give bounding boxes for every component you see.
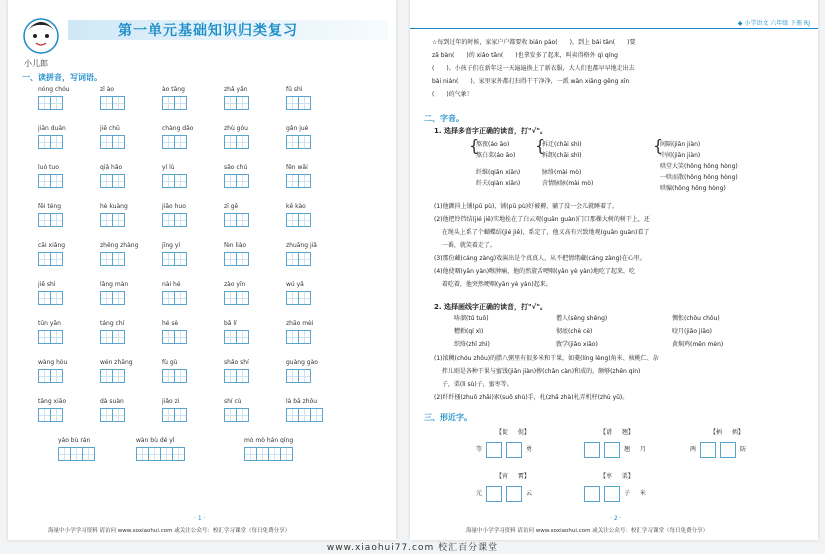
underline-option: 黄焖鸡(mēn mèn) (672, 341, 724, 348)
brace-icon: { (469, 136, 480, 155)
polyphone-option: 拆迁(chāi shì) (542, 141, 582, 148)
answer-boxes (162, 135, 187, 149)
page-number: · 2 · (610, 515, 622, 522)
pinyin-label: sǎo chú (224, 164, 248, 171)
answer-boxes (100, 369, 125, 383)
answer-boxes (100, 291, 125, 305)
footer: 海量中小学学习资料 请访问 www.xoxiaohui.com 或关注公众号：校汇学习课堂（每日免费分享） (48, 527, 291, 534)
answer-boxes (286, 213, 311, 227)
intro-line: zǎ bàn( )的 xiǎo tān( )也拿发多了起来，叫卖得格外 qì qíng (432, 52, 618, 59)
answer-boxes (286, 291, 311, 305)
pinyin-label: zī ào (100, 86, 115, 93)
polyphone-option: 熬白菜(áo āo) (476, 152, 516, 159)
polyphone-option: 熬夜(áo āo) (476, 141, 510, 148)
pinyin-label: luó tuo (38, 164, 59, 171)
pinyin-label: yí lù (162, 164, 175, 171)
answer-boxes (286, 174, 311, 188)
subsection-2: 2. 选择画线字正确的读音，打"√"。 (434, 303, 547, 311)
answer-boxes (162, 96, 187, 110)
answer-boxes (100, 135, 125, 149)
intro-line: ( )的气象！ (432, 91, 473, 98)
pinyin-label: zào yīn (224, 281, 246, 288)
pinyin-label: nài hé (162, 281, 181, 288)
pinyin-label: cāi xiǎng (38, 242, 66, 249)
answer-boxes (162, 174, 187, 188)
answer-boxes (38, 408, 63, 422)
pinyin-label: jiě chū (100, 125, 120, 132)
pinyin-label: fēn wǎi (286, 164, 308, 171)
pinyin-label: jiǎo huo (162, 203, 186, 210)
group-row (476, 486, 532, 502)
brace-icon: { (653, 136, 664, 155)
group-row (690, 442, 746, 458)
answer-boxes (286, 369, 311, 383)
polyphone-option: 哄堂大笑(hōng hǒng hòng) (660, 163, 738, 170)
group-label: 【柄 炳】 (710, 429, 744, 436)
group-label: 【枣 栗】 (600, 473, 634, 480)
answer-boxes (38, 135, 63, 149)
subsection-1: 1. 选择多音字正确的读音，打"√"。 (434, 127, 547, 135)
page-title: 第一单元基础知识归类复习 (118, 23, 298, 39)
pinyin-label: chàng dǎo (162, 125, 194, 132)
pinyin-label: zī gě (224, 203, 239, 210)
answer-boxes (162, 252, 187, 266)
pinyin-label: hè kuàng (100, 203, 128, 210)
pinyin-label: wén zhāng (100, 359, 133, 366)
header-label: ◆ 小学语文 六年级 下册 RJ (737, 20, 810, 27)
footer: 海量中小学学习资料 请访问 www.xoxiaohui.com 或关注公众号：校汇学习课堂（每日免费分享） (466, 527, 709, 534)
answer-boxes (244, 447, 293, 461)
answer-boxes (224, 96, 249, 110)
pinyin-label: jīng yí (162, 242, 181, 249)
underline-option: 敦学(jiǎo xiāo) (556, 341, 598, 348)
pinyin-label: là bā zhōu (286, 398, 318, 405)
pinyin-label: fēi téng (38, 203, 62, 210)
pinyin-label: bǎ lí (224, 320, 237, 327)
answer-boxes (286, 330, 311, 344)
left-char: 元 (476, 490, 483, 497)
polyphone-option: 中间(jiān jiàn) (660, 152, 701, 159)
answer-boxes (38, 369, 63, 383)
polyphone-option: 拆卸(chāi shì) (542, 152, 582, 159)
sentence: (1)浓稠(chóu zhōu)的腊八粥里有很多米和干果，如菱(líng lèng)角米、核桃仁、杂 (434, 355, 659, 362)
answer-boxes (224, 369, 249, 383)
pinyin-label: jiān duān (38, 125, 66, 132)
answer-boxes (224, 408, 249, 422)
polyphone-option: 一哄而散(hōng hǒng hòng) (660, 174, 738, 181)
pinyin-label: qiǎ hǎo (100, 164, 123, 171)
pinyin-label: zhù gòu (224, 125, 248, 132)
answer-boxes (100, 330, 125, 344)
polyphone-option: 含情脉脉(mài mò) (542, 180, 594, 187)
answer-boxes (100, 252, 125, 266)
group-label: 【促 倪】 (496, 429, 530, 436)
answer-boxes (162, 369, 187, 383)
group-row (580, 486, 646, 502)
answer-boxes (100, 213, 125, 227)
answer-boxes (286, 96, 311, 110)
pinyin-label: zhǎ yǎn (224, 86, 248, 93)
sentence: (4)他使咽(yān yàn)喉肿痛，他的然旋舌哽咽(yān yè yàn)地吃了起来，吃 (434, 268, 635, 275)
pinyin-label: shí cù (224, 398, 242, 405)
pinyin-label: jiě shì (38, 281, 56, 288)
polyphone-option: 间隔(jiān jiàn) (660, 141, 701, 148)
answer-boxes (162, 213, 187, 227)
pinyin-label: zhāo mèi (286, 320, 314, 327)
answer-boxes (162, 330, 187, 344)
pinyin-label: dà suàn (100, 398, 124, 405)
answer-boxes (224, 252, 249, 266)
intro-line: ☆每到过年的时候，家家户户都要收 bián pào( )，到上 bái tān( )要 (432, 39, 636, 46)
pinyin-label: tāng xiāo (38, 398, 67, 405)
answer-boxes (100, 96, 125, 110)
polyphone-option: 纤夫(qiàn xiān) (476, 180, 521, 187)
sentence: (2)他把铃铛结(jié jiē)实地拴在了白云观(guān guàn)门口那棵大树的树干上，还 (434, 216, 650, 223)
answer-boxes (224, 330, 249, 344)
right-char: 勇 (526, 446, 533, 453)
sentence: (2)纤纤搔(zhuō zhāi)索(suǒ shù)手，札(zhā zhà)札弄机杼(zhù yǔ)。 (434, 394, 629, 401)
watermark: www.xiaohui77.com 校汇百分课堂 (326, 543, 499, 553)
page-number: · 1 · (194, 515, 206, 522)
pinyin-label: guàng gào (286, 359, 318, 366)
polyphone-option: 纤维(qiān xiān) (476, 169, 521, 176)
answer-boxes (286, 408, 323, 422)
title-banner (8, 8, 396, 68)
pinyin-label: tūn yān (38, 320, 61, 327)
answer-boxes (58, 447, 95, 461)
underline-option: 哧溜(tǔ tuō) (454, 315, 489, 322)
group-label: 【宵 霄】 (496, 473, 530, 480)
section-1-heading: 一、读拼音，写词语。 (22, 73, 102, 82)
answer-boxes (38, 330, 63, 344)
right-char: 云 (526, 490, 533, 497)
answer-boxes (38, 213, 63, 227)
left-char: 两 (690, 446, 697, 453)
underline-option: 咬月(jiǎo jiāo) (672, 328, 712, 335)
answer-boxes (162, 291, 187, 305)
mascot-icon (20, 12, 62, 56)
pinyin-label: kē kào (286, 203, 306, 210)
sentence: (3)那份藏(cáng zàng)戏演出是个真真人，从不把情绪藏(cáng zàng)在心里。 (434, 255, 646, 262)
answer-boxes (100, 408, 125, 422)
answer-boxes (136, 447, 185, 461)
sentence: 子，栗(lì sù)子，蜜枣等。 (434, 381, 513, 388)
brace-icon: { (535, 136, 546, 155)
pinyin-label: shǎo shí (224, 359, 249, 366)
pinyin-label: zhuāng jiǎ (286, 242, 317, 249)
pinyin-label: wú yǎ (286, 281, 304, 288)
group-row (476, 442, 532, 458)
mascot-name: 小儿郎 (24, 59, 48, 68)
answer-boxes (38, 96, 63, 110)
sentence: (1)他颤抖上铺(pū pù)，铺(pū pù)好被褥，躺了没一会儿就睡着了。 (434, 203, 619, 210)
answer-boxes (224, 135, 249, 149)
answer-boxes (38, 174, 63, 188)
answer-boxes (100, 174, 125, 188)
section-3-heading: 三、形近字。 (424, 413, 472, 422)
polyphone-option: 哄骗(hōng hǒng hòng) (660, 185, 726, 192)
pinyin-label: wàn bù dé yǐ (136, 437, 175, 444)
section-2-heading: 二、字音。 (424, 114, 464, 123)
sentence: 一番，就笑着走了。 (434, 242, 496, 249)
intro-line: ( )。小孩子们在新年这一天遍遍换上了新衣服，大人们也都早早地走出去 (432, 65, 635, 72)
pinyin-label: fèn liào (224, 242, 247, 249)
pinyin-label: nóng chóu (38, 86, 70, 93)
underline-option: 糟粕(qí xì) (454, 328, 484, 335)
pinyin-label: ào tāng (162, 86, 185, 93)
pinyin-label: gǎn jué (286, 125, 309, 132)
sentence: 在绳头上系了个蝴蝶结(jié jiē)，系定了，他又高有兴致地观(guān guàn)看了 (434, 229, 650, 236)
right-char: 翘 月 (624, 446, 646, 453)
pinyin-label: táng chí (100, 320, 125, 327)
pinyin-label: fǔ shì (286, 86, 303, 93)
underline-option: 彻底(chè cè) (556, 328, 593, 335)
left-char: 等 (476, 446, 483, 453)
pinyin-label: wàng hòu (38, 359, 68, 366)
underline-option: 僧人(sēng shēng) (556, 315, 608, 322)
sentence: 拌儿则是各种干果与蜜饯(jiān jiàn)掺(chān càn)和成的，颇够(zhēn qín) (434, 368, 641, 375)
pinyin-label: mò mò hán qíng (244, 437, 294, 444)
answer-boxes (286, 135, 311, 149)
answer-boxes (38, 252, 63, 266)
group-row (580, 442, 646, 458)
polyphone-option: 脉络(mài mò) (542, 169, 582, 176)
answer-boxes (224, 291, 249, 305)
pinyin-label: hé sè (162, 320, 179, 327)
pinyin-label: yáo bù rán (58, 437, 91, 444)
right-char: 子 米 (624, 490, 646, 497)
pinyin-label: lǎng màn (100, 281, 129, 288)
answer-boxes (286, 252, 311, 266)
left-page (8, 0, 396, 540)
answer-boxes (224, 174, 249, 188)
sentence: 着吃着，他突然哽咽(yān yè yàn)起来。 (434, 281, 552, 288)
answer-boxes (224, 213, 249, 227)
underline-option: 织络(zhī zhì) (454, 341, 490, 348)
right-page (410, 0, 818, 540)
pinyin-label: zhēng zhàng (100, 242, 139, 249)
answer-boxes (38, 291, 63, 305)
pinyin-label: jiǎo zi (162, 398, 180, 405)
pinyin-label: fù gù (162, 359, 178, 366)
intro-line: bài nián( )。家里家外都打扫得干干净净，一派 wān xiāng gēng xīn (432, 78, 630, 85)
group-label: 【谱 翘】 (600, 429, 634, 436)
right-char: 防 (740, 446, 747, 453)
underline-option: 惆怅(chōu chǒu) (672, 315, 720, 322)
answer-boxes (162, 408, 187, 422)
